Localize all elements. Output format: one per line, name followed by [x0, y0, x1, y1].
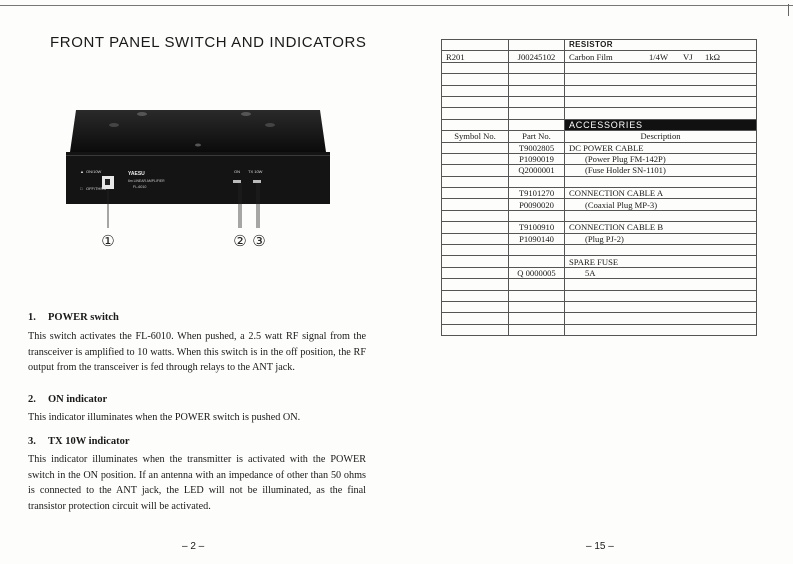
table-row — [442, 96, 757, 107]
table-row — [442, 51, 757, 62]
table-cell — [565, 301, 757, 312]
accessories-header: ACCESSORIES — [565, 119, 757, 130]
table-row — [442, 256, 757, 267]
table-cell — [565, 210, 757, 221]
resistor-desc-cell — [565, 51, 757, 62]
resistor-watt: 1/4W — [649, 51, 669, 62]
table-cell — [442, 188, 509, 199]
power-switch-face — [105, 179, 110, 185]
table-cell — [565, 108, 757, 119]
section-2-heading — [28, 394, 107, 405]
part-number: Q 0000005 — [509, 267, 565, 278]
table-cell — [509, 119, 565, 130]
table-cell — [442, 119, 509, 130]
switch-label-off: OFF/THRU — [86, 186, 107, 191]
section-title: TX 10W indicator — [48, 436, 130, 447]
model-line-label: 6m LINEAR AMPLIFIER — [128, 179, 165, 183]
table-cell — [442, 74, 509, 85]
section-number: 3. — [28, 436, 36, 447]
table-cell — [509, 96, 565, 107]
on-led — [233, 180, 241, 183]
table-cell — [509, 210, 565, 221]
switch-mark-on: ▲ — [80, 169, 84, 174]
left-page — [0, 0, 396, 564]
table-cell — [442, 301, 509, 312]
left-page-number: – 2 – — [182, 541, 205, 552]
table-row — [442, 199, 757, 210]
table-cell — [509, 74, 565, 85]
part-number: T9002805 — [509, 142, 565, 153]
switch-label-on: ON/10W — [86, 169, 102, 174]
table-row — [442, 210, 757, 221]
table-cell — [565, 279, 757, 290]
page-title: FRONT PANEL SWITCH AND INDICATORS — [50, 34, 367, 51]
table-row — [442, 40, 757, 51]
part-number: T9101270 — [509, 188, 565, 199]
col-part-header: Part No. — [509, 131, 565, 142]
resistor-header: RESISTOR — [565, 40, 757, 51]
table-cell — [442, 108, 509, 119]
table-row — [442, 222, 757, 233]
table-cell — [442, 40, 509, 51]
screw-icon — [265, 123, 275, 127]
table-row — [442, 165, 757, 176]
table-cell — [565, 74, 757, 85]
table-cell — [442, 85, 509, 96]
table-cell — [509, 324, 565, 335]
table-cell — [509, 85, 565, 96]
table-cell — [442, 165, 509, 176]
parts-list-table — [441, 39, 757, 336]
brand-label: YAESU — [128, 171, 145, 177]
table-row — [442, 233, 757, 244]
resistor-desc: Carbon Film — [569, 51, 613, 62]
right-page-number: – 15 – — [586, 541, 614, 552]
table-row — [442, 108, 757, 119]
table-row — [442, 301, 757, 312]
table-row — [442, 313, 757, 324]
tx-indicator-label: TX 10W — [248, 169, 263, 174]
table-row — [442, 188, 757, 199]
table-row — [442, 324, 757, 335]
table-cell — [565, 324, 757, 335]
section-2-body: This indicator illuminates when the POWER switch is pushed ON. — [28, 412, 301, 423]
table-cell — [442, 233, 509, 244]
section-number: 1. — [28, 312, 36, 323]
tx-led — [253, 180, 261, 183]
table-row — [442, 62, 757, 73]
section-title: ON indicator — [48, 394, 108, 405]
resistor-value: 1kΩ — [705, 51, 720, 62]
part-description: (Power Plug FM-142P) — [565, 153, 757, 164]
table-row — [442, 85, 757, 96]
table-cell — [509, 176, 565, 187]
section-title: POWER switch — [48, 312, 119, 323]
panel-trim — [66, 155, 330, 156]
table-row — [442, 245, 757, 256]
table-cell — [509, 279, 565, 290]
model-label: FL-6010 — [133, 185, 147, 189]
callout-3: ③ — [252, 232, 266, 250]
table-row — [442, 279, 757, 290]
table-cell — [509, 301, 565, 312]
resistor-part: J00245102 — [509, 51, 565, 62]
resistor-tol: VJ — [683, 51, 693, 62]
table-cell — [509, 108, 565, 119]
screw-icon — [137, 112, 147, 116]
part-number: Q2000001 — [509, 165, 565, 176]
table-cell — [442, 96, 509, 107]
col-desc-header: Description — [565, 131, 757, 142]
part-description: SPARE FUSE — [565, 256, 757, 267]
table-row — [442, 290, 757, 301]
table-cell — [565, 62, 757, 73]
part-description: (Coaxial Plug MP-3) — [565, 199, 757, 210]
table-cell — [565, 96, 757, 107]
table-cell — [509, 313, 565, 324]
table-cell — [442, 153, 509, 164]
section-1-body: This switch activates the FL-6010. When pushed, a 2.5 watt RF signal from the transceiver is amplified to 10 watts. When this switch is in the off position, the RF output from the transceiver is fed through relays to the ANT jack. — [28, 331, 366, 373]
table-cell — [442, 222, 509, 233]
callout-1: ① — [101, 232, 115, 250]
page-corner-mark — [788, 4, 789, 16]
table-row — [442, 153, 757, 164]
table-cell — [509, 40, 565, 51]
screw-icon — [241, 112, 251, 116]
table-row — [442, 74, 757, 85]
table-cell — [442, 324, 509, 335]
table-cell — [442, 199, 509, 210]
col-symbol-header: Symbol No. — [442, 131, 509, 142]
table-cell — [442, 267, 509, 278]
table-cell — [442, 245, 509, 256]
table-cell — [442, 62, 509, 73]
screw-icon — [109, 123, 119, 127]
table-cell — [565, 245, 757, 256]
table-cell — [565, 176, 757, 187]
table-cell — [565, 85, 757, 96]
callout-2: ② — [233, 232, 247, 250]
part-number: P1090140 — [509, 233, 565, 244]
table-cell — [442, 279, 509, 290]
table-cell — [565, 290, 757, 301]
table-row — [442, 267, 757, 278]
table-cell — [442, 256, 509, 267]
resistor-symbol: R201 — [442, 51, 509, 62]
table-row — [442, 142, 757, 153]
part-number: P0090020 — [509, 199, 565, 210]
section-1-heading — [28, 312, 119, 323]
table-cell — [509, 62, 565, 73]
table-cell — [565, 313, 757, 324]
table-cell — [442, 313, 509, 324]
part-number: T9100910 — [509, 222, 565, 233]
section-3-body: This indicator illuminates when the transmitter is activated with the POWER switch in the ON position. If an antenna with an impedance of other than 50 ohms is connected to the ANT jack, the LED will not be illuminated, as the final transistor protection circuit will be activated. — [28, 454, 366, 512]
table-row — [442, 119, 757, 130]
switch-mark-off: □ — [80, 186, 83, 191]
front-panel-photo — [58, 100, 338, 252]
part-description: DC POWER CABLE — [565, 142, 757, 153]
part-number: P1090019 — [509, 153, 565, 164]
table-cell — [509, 290, 565, 301]
part-description: CONNECTION CABLE A — [565, 188, 757, 199]
screw-icon — [195, 144, 201, 147]
table-cell — [442, 142, 509, 153]
table-row — [442, 176, 757, 187]
part-number — [509, 256, 565, 267]
part-description: (Fuse Holder SN-1101) — [565, 165, 757, 176]
section-3-heading — [28, 436, 129, 447]
table-cell — [509, 245, 565, 256]
table-cell — [442, 210, 509, 221]
section-number: 2. — [28, 394, 36, 405]
table-header-row — [442, 131, 757, 142]
part-description: (Plug PJ-2) — [565, 233, 757, 244]
on-indicator-label: ON — [234, 169, 240, 174]
table-cell — [442, 176, 509, 187]
table-cell — [442, 290, 509, 301]
part-description: CONNECTION CABLE B — [565, 222, 757, 233]
part-description: 5A — [565, 267, 757, 278]
